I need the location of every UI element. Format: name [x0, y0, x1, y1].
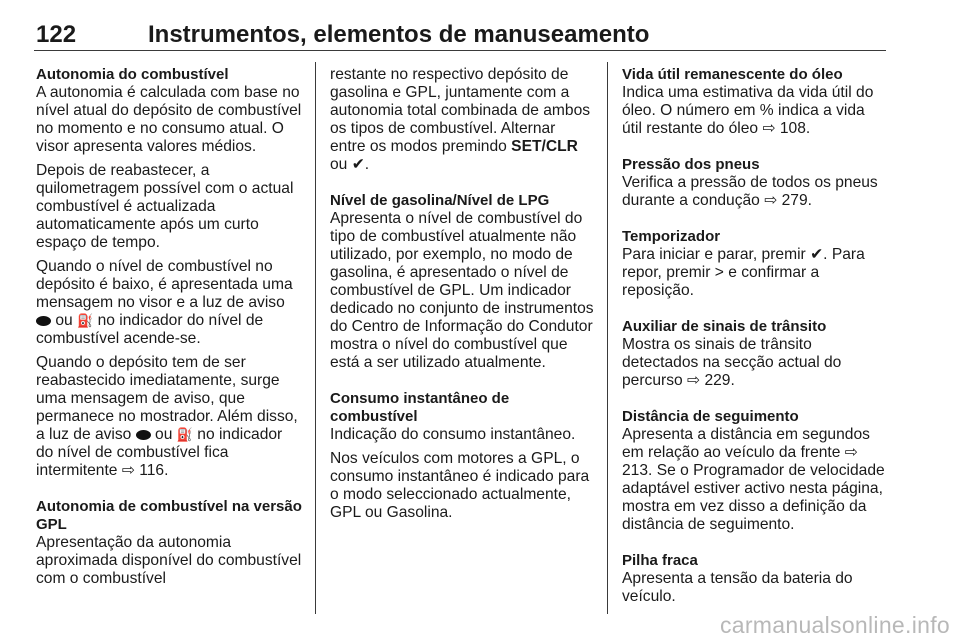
paragraph	[622, 174, 886, 210]
warning-light-icon	[136, 430, 151, 440]
paragraph: Depois de reabastecer, a quilometragem possível com o actual combustível é actualizada automaticamente após um curto espaço de tempo.	[36, 162, 294, 251]
text: ou	[330, 156, 348, 173]
section-heading: Consumo instantâneo de combustível	[330, 390, 510, 425]
column-2	[330, 66, 594, 522]
paragraph	[622, 246, 886, 300]
warning-light-icon	[36, 316, 51, 326]
page-number: 122	[36, 21, 77, 48]
check-icon: ✔	[351, 156, 365, 173]
watermark: carmanualsonline.info	[719, 612, 950, 638]
page-reference: 213.	[622, 462, 653, 479]
section-following-distance	[622, 408, 886, 534]
text: restante no respectivo depósito de gasolina e GPL, juntamente com a autonomia total combinada de ambos os tipos de combustível. Alternar entre os modos premindo	[330, 66, 591, 155]
section-heading: Nível de gasolina/Nível de LPG	[330, 192, 550, 209]
section-timer	[622, 228, 886, 300]
page-title: Instrumentos, elementos de manuseamento	[148, 21, 650, 48]
text: . Para repor, premir	[622, 246, 865, 281]
section-heading: Pressão dos pneus	[622, 156, 760, 173]
paragraph: Indicação do consumo instantâneo.	[330, 426, 576, 443]
text: Mostra os sinais de trânsito detectados na secção actual do percurso	[622, 336, 842, 389]
section-heading: Autonomia de combustível na versão GPL	[36, 498, 302, 533]
section-heading: Autonomia do combustível	[36, 66, 229, 83]
paragraph	[622, 84, 886, 138]
text: e confirmar a reposição.	[622, 264, 820, 299]
section-heading: Distância de seguimento	[622, 408, 799, 425]
paragraph	[36, 354, 302, 480]
page-reference: 116.	[139, 462, 169, 479]
section-lpg-range	[36, 498, 302, 588]
text: no indicador do nível de combustível acende-se.	[36, 312, 264, 347]
section-heading: Auxiliar de sinais de trânsito	[622, 318, 827, 335]
section-heading: Pilha fraca	[622, 552, 698, 569]
paragraph	[622, 426, 886, 534]
section-instant-consumption	[330, 390, 594, 522]
paragraph	[330, 66, 594, 174]
paragraph: Nos veículos com motores a GPL, o consumo instantâneo é indicado para o modo seleccionado actualmente, GPL ou Gasolina.	[330, 450, 590, 521]
paragraph: Apresentação da autonomia aproximada disponível do combustível com o combustível	[36, 534, 302, 587]
section-fuel-range	[36, 66, 302, 480]
section-low-battery	[622, 552, 886, 606]
text: ou	[55, 312, 73, 329]
section-oil-life	[622, 66, 886, 138]
text: Apresenta a distância em segundos em relação ao veículo da frente	[622, 426, 870, 461]
column-3	[622, 66, 886, 606]
column-1	[36, 66, 302, 588]
page-header	[34, 10, 886, 51]
section-tyre-pressure	[622, 156, 886, 210]
section-fuel-level	[330, 192, 594, 372]
paragraph: A autonomia é calculada com base no nível atual do depósito de combustível no momento e no consumo atual. O visor apresenta valores médios.	[36, 84, 302, 155]
section-traffic-sign-assist	[622, 318, 886, 390]
arrow-icon: ⇨	[121, 462, 135, 479]
chevron-right-icon: >	[714, 264, 724, 281]
section-heading: Temporizador	[622, 228, 721, 245]
text: Indica uma estimativa da vida útil do óleo. O número em % indica a vida útil restante do óleo	[622, 84, 874, 137]
fuel-pump-icon: ⛽	[176, 427, 193, 442]
arrow-icon: ⇨	[762, 120, 776, 137]
paragraph	[36, 258, 302, 348]
section-heading: Vida útil remanescente do óleo	[622, 66, 843, 83]
paragraph: Apresenta o nível de combustível do tipo de combustível atualmente não utilizado, por exemplo, no modo de gasolina, é apresentado o nível de combustível de GPL. Um indicador dedicado no conjunto de instrumentos do Centro de Informação do Condutor mostra o nível do combustível que está a ser utilizado atualmente.	[330, 210, 594, 371]
text: Quando o depósito tem de ser reabastecido imediatamente, surge uma mensagem de aviso, que permanece no mostrador. Além disso, a luz de aviso	[36, 354, 298, 443]
text: Para iniciar e parar, premir	[622, 246, 806, 263]
arrow-icon: ⇨	[687, 372, 701, 389]
arrow-icon: ⇨	[764, 192, 778, 209]
text: ou	[155, 426, 173, 443]
text: no indicador do nível de combustível fica intermitente	[36, 426, 283, 479]
text: Quando o nível de combustível no depósito é baixo, é apresentada uma mensagem no visor e a luz de aviso	[36, 258, 293, 311]
set-clr-button-label: SET/CLR	[511, 138, 578, 155]
section-lpg-range-continued	[330, 66, 594, 174]
column-divider-1	[315, 62, 316, 614]
page-reference: 279.	[781, 192, 812, 209]
text: Verifica a pressão de todos os pneus durante a condução	[622, 174, 878, 209]
arrow-icon: ⇨	[844, 444, 858, 461]
fuel-pump-icon: ⛽	[77, 313, 94, 328]
page-reference: 229.	[704, 372, 735, 389]
text: Se o Programador de velocidade adaptável estiver activo nesta página, mostra em vez disso a definição da distância de seguimento.	[622, 462, 885, 533]
paragraph	[622, 336, 886, 390]
text: .	[364, 156, 370, 173]
column-divider-2	[607, 62, 608, 614]
page-reference: 108.	[779, 120, 811, 137]
check-icon: ✔	[810, 246, 824, 263]
paragraph: Apresenta a tensão da bateria do veículo.	[622, 570, 853, 605]
